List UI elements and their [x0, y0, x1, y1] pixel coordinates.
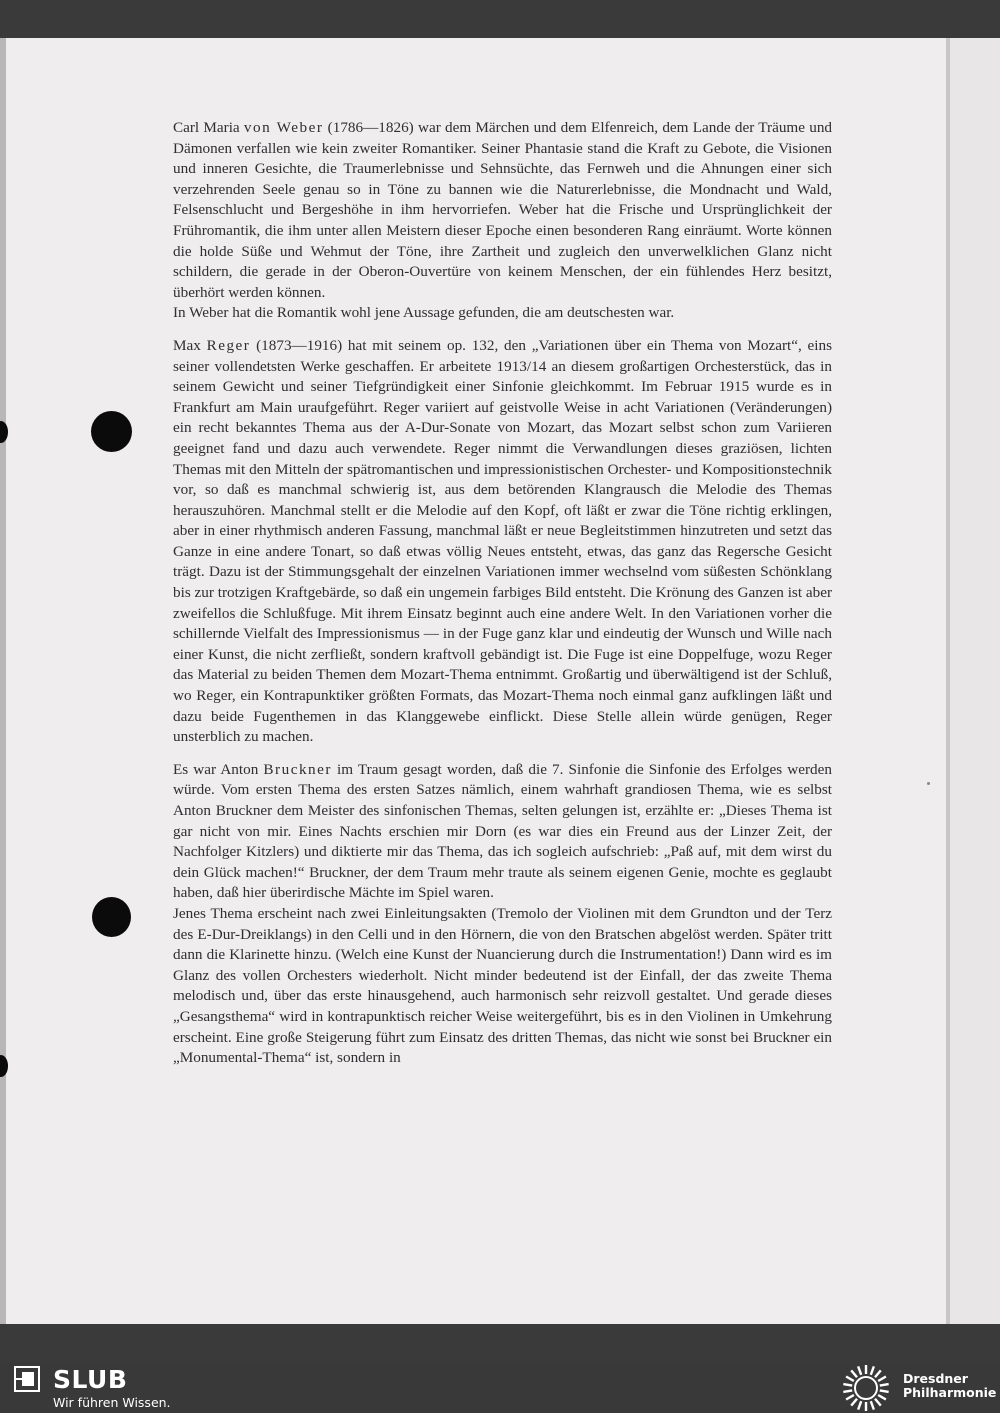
- paragraph-lead: Carl Maria: [173, 119, 244, 136]
- page-right-strip: [950, 38, 1000, 1324]
- edge-notch: [0, 1055, 8, 1077]
- document-page: [0, 38, 1000, 1324]
- composer-name: Bruckner: [263, 760, 332, 778]
- paragraph-bruckner-continued: Jenes Thema erscheint nach zwei Einleitungsakten (Tremolo der Violinen mit dem Grundton und der Terz des E-Dur-Dreiklangs) in den Celli und in den Hörnern, die von den Bratschen abgelöst werden. Später tritt dann die Klarinette hinzu. (Welch eine Kunst der Nuancierung durch die Instrumentation!) Dann wird es im Glanz des vollen Orchesters wiederholt. Nicht minder bedeutend ist der Einfall, der das zweite Thema melodisch und, über das erste hinausgehend, auch harmonisch sehr reizvoll gestaltet. Und gerade dieses „Gesangsthema“ wird in kontrapunktisch reicher Weise weitergeführt, bis es in den Violinen in Umkehrung erscheint. Eine große Steigerung führt zum Einsatz des dritten Themas, das nicht wie sonst bei Bruckner ein „Monumental-Thema“ ist, sondern in: [173, 904, 832, 1067]
- paragraph-lead: Max: [173, 336, 207, 354]
- philharmonie-name-line1: Dresdner: [903, 1371, 968, 1386]
- punch-hole: [92, 897, 131, 937]
- philharmonie-name[interactable]: [903, 1372, 996, 1400]
- paragraph-body: im Traum gesagt worden, daß die 7. Sinfonie die Sinfonie des Erfolges werden würde. Vom ersten Thema des ersten Satzes nämlich, einem wahrhaft grandiosen Thema, wie es selbst Anton Bruckner dem Meister des sinfonischen Themas, selten gelungen ist, erzählte er: „Dieses Thema ist gar nicht von mir. Eines Nachts erschien mir Dorn (es war dies ein Freund aus der Linzer Zeit, der Nachfolger Kitzlers) und diktierte mir das Thema, das ich sogleich aufschrieb: „Paß auf, mit dem wirst du dein Glück machen!“ Bruckner, der dem Traum mehr traute als seinem eigenen Genie, mochte es geglaubt haben, daß hier überirdische Mächte im Spiel waren.: [173, 760, 832, 902]
- paragraph-weber-closing: In Weber hat die Romantik wohl jene Aussage gefunden, die am deutschesten war.: [173, 304, 675, 322]
- composer-name: Reger: [206, 336, 251, 354]
- paragraph-body: (1873—1916) hat mit seinem op. 132, den „Variationen über ein Thema von Mozart“, eins seiner vollendetsten Werke geschaffen. Er arbeitete 1913/14 an diesem großartigen Orchesterstück, das in seinem Gewicht und seiner Tiefgründigkeit einer Sinfonie gleichkommt. Im Februar 1915 wurde es in Frankfurt am Main uraufgeführt. Reger variiert auf geistvolle Weise in acht Variationen (Veränderungen) ein recht bekanntes Thema aus der A-Dur-Sonate von Mozart, das Mozart selbst schon zum Variieren geeignet fand und dazu auch verwendete. Reger nimmt die Verwandlungen dieses graziösen, lichten Themas mit den Mitteln der spätromantischen und impressionistischen Orchester- und Kompositionstechnik vor, so daß es manchmal schwierig ist, aus dem betörenden Klangrausch die Melodie des Themas herauszuhören. Manchmal stellt er die Melodie auf den Kopf, oft läßt er zwar die Töne richtig erklingen, aber in einer rhythmisch anderen Fassung, manchmal läßt er neue Begleitstimmen hinzutreten und setzt das Ganze in eine andere Tonart, so daß etwas völlig Neues entsteht, etwas, das ganz das Regersche Gesicht trägt. Dazu ist der Stimmungsgehalt der einzelnen Variationen immer wechselnd vom süßesten Schönklang bis zur trotzigen Kraftgebärde, so daß ein ungemein farbiges Bild entsteht. Die Krönung des Ganzen ist aber zweifellos die Schlußfuge. Mit ihrem Einsatz beginnt auch eine andere Welt. In den Variationen vorher die schillernde Vielfalt des Impressionismus — in der Fuge ganz klar und eindeutig der Wunsch und Wille nach einer Kunst, die nicht zerfließt, sondern kraftvoll gebändigt ist. Die Fuge ist eine Doppelfuge, wozu Reger das Material zu beiden Themen dem Mozart-Thema entnimmt. Großartig und überwältigend ist der Schluß, wo Reger, ein Kontrapunktiker größten Formats, das Mozart-Thema noch einmal ganz aufklingen läßt und dazu beide Fugenthemen in das Klanggewebe einflickt. Diese Stelle allein würde genügen, Reger unsterblich zu machen.: [173, 336, 833, 746]
- slub-logo-icon[interactable]: [14, 1366, 40, 1392]
- edge-notch: [0, 421, 8, 443]
- page-left-edge: [0, 38, 6, 1324]
- paragraph-bruckner: [173, 760, 832, 904]
- paragraph-lead: Es war Anton: [173, 760, 264, 778]
- paragraph-weber: [173, 118, 832, 303]
- viewer-footer: [0, 1362, 1000, 1413]
- composer-name: von Weber: [243, 119, 324, 136]
- philharmonie-logo-icon[interactable]: [842, 1364, 890, 1412]
- punch-hole: [91, 411, 132, 452]
- article-text: [173, 118, 832, 1081]
- slub-name[interactable]: SLUB: [53, 1365, 128, 1394]
- scan-bottom-margin: [0, 1324, 1000, 1362]
- scan-top-margin: [0, 0, 1000, 38]
- page-fold-edge: [946, 38, 950, 1324]
- slub-tagline: Wir führen Wissen.: [53, 1395, 171, 1410]
- paragraph-reger: [173, 336, 832, 748]
- philharmonie-name-line2: Philharmonie: [903, 1385, 997, 1400]
- speck: [927, 782, 930, 785]
- paragraph-body: (1786—1826) war dem Märchen und dem Elfenreich, dem Lande der Träume und Dämonen verfallen wie kein zweiter Romantiker. Seiner Phantasie stand die Kraft zu Gebote, die Visionen und inneren Gesichte, die Traumerlebnisse und Sehnsüchte, das Fernweh und die Ahnungen einer sich verzehrenden Seele genau so in Töne zu bannen wie die Naturerlebnisse, die Mondnacht und Wald, Felsenschlucht und Bergeshöhe in ihm hervorriefen. Weber hat die Frische und Ursprünglichkeit der Frühromantik, die ihm unter allen Meistern dieser Epoche einen besonderen Rang einräumt. Worte können die holde Süße und Wehmut der Töne, ihre Zartheit und zugleich den unverwelklichen Glanz nicht schildern, die gerade in der Oberon-Ouvertüre von keinem Menschen, der ein fühlendes Herz besitzt, überhört werden können.: [173, 119, 833, 301]
